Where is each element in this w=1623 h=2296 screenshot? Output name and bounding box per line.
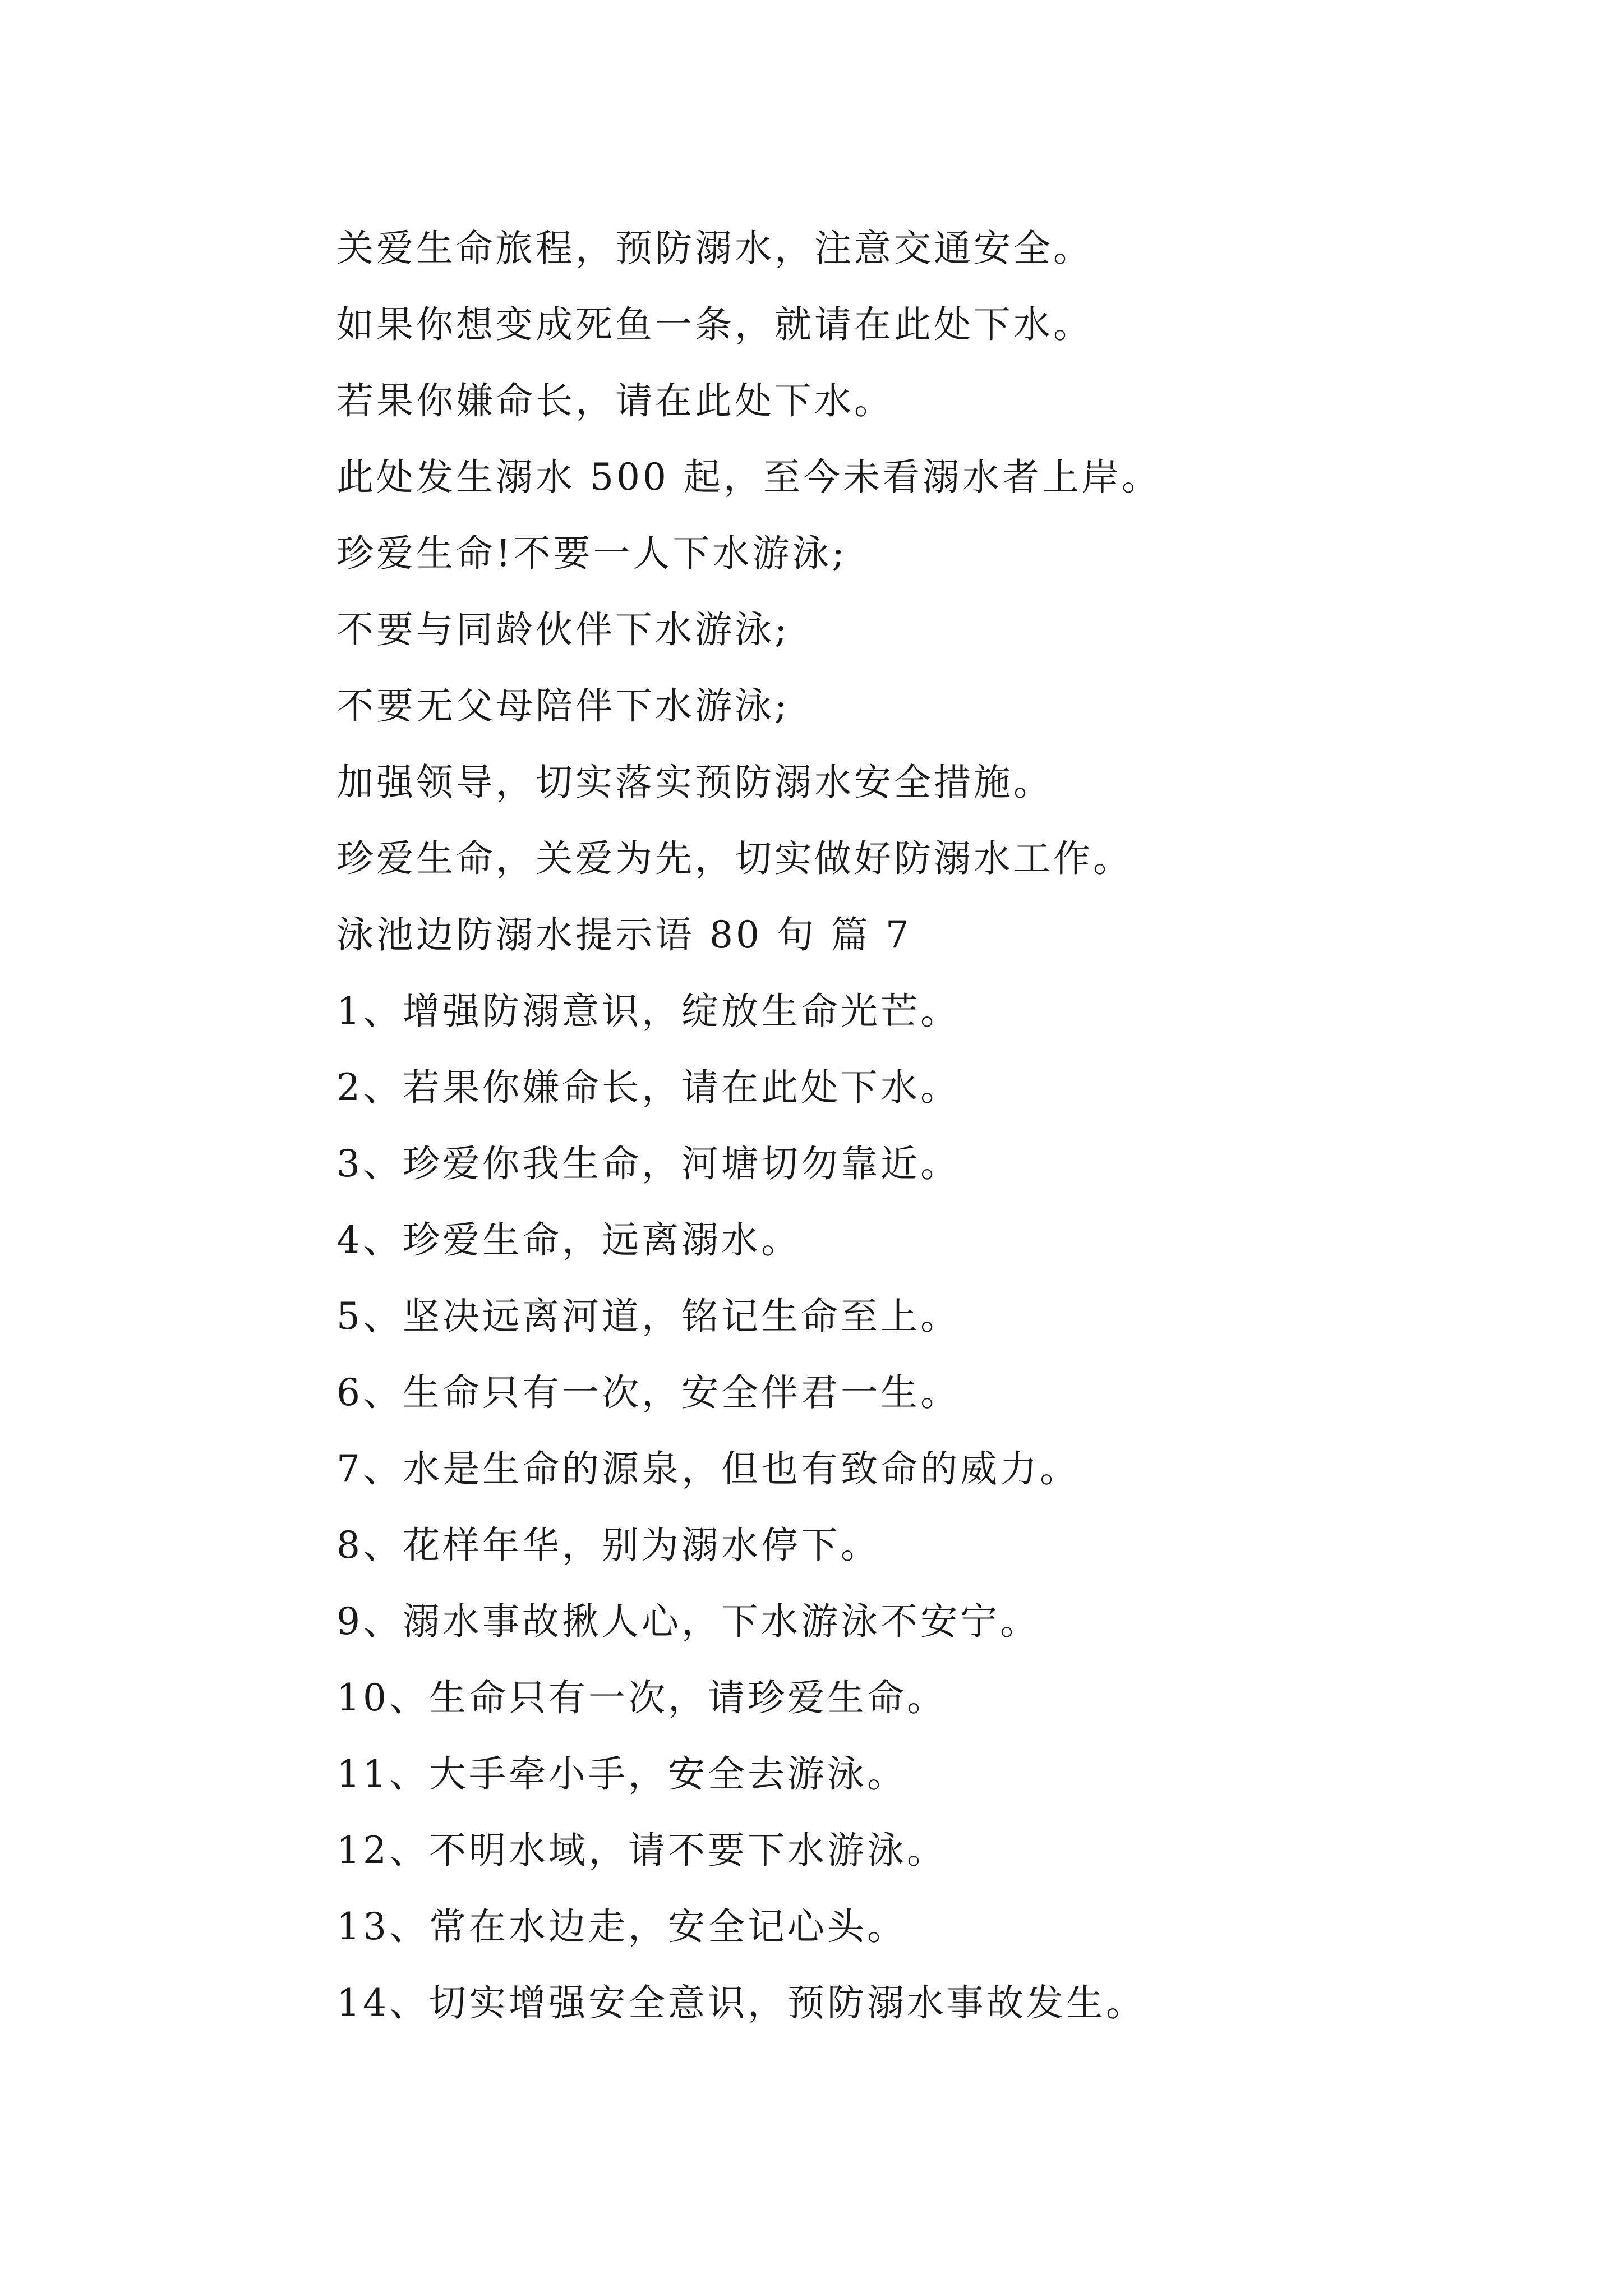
list-item: 14、切实增强安全意识，预防溺水事故发生。 (336, 1981, 1146, 2024)
text-line: 珍爱生命，关爱为先，切实做好防溺水工作。 (336, 837, 1133, 880)
text-line: 此处发生溺水 500 起，至今未看溺水者上岸。 (336, 455, 1161, 499)
list-item: 10、生命只有一次，请珍爱生命。 (336, 1676, 947, 1719)
list-item: 6、生命只有一次，安全伴君一生。 (336, 1371, 960, 1414)
list-item: 2、若果你嫌命长，请在此处下水。 (336, 1066, 960, 1109)
list-item: 8、花样年华，别为溺水停下。 (336, 1524, 880, 1567)
list-item: 4、珍爱生命，远离溺水。 (336, 1218, 801, 1262)
text-line: 不要无父母陪伴下水游泳; (336, 684, 790, 728)
text-line: 不要与同龄伙伴下水游泳; (336, 608, 790, 651)
list-item: 12、不明水域，请不要下水游泳。 (336, 1829, 947, 1872)
list-item: 13、常在水边走，安全记心头。 (336, 1905, 907, 1948)
list-item: 7、水是生命的源泉，但也有致命的威力。 (336, 1447, 1080, 1490)
text-line: 加强领导，切实落实预防溺水安全措施。 (336, 761, 1053, 804)
list-item: 3、珍爱你我生命，河塘切勿靠近。 (336, 1142, 960, 1185)
text-line: 如果你想变成死鱼一条，就请在此处下水。 (336, 303, 1093, 346)
text-line: 若果你嫌命长，请在此处下水。 (336, 379, 894, 422)
list-item: 9、溺水事故揪人心，下水游泳不安宁。 (336, 1600, 1040, 1643)
text-line: 关爱生命旅程，预防溺水，注意交通安全。 (336, 227, 1093, 270)
text-line: 珍爱生命!不要一人下水游泳; (336, 532, 847, 575)
section-heading: 泳池边防溺水提示语 80 句 篇 7 (336, 913, 912, 956)
document-body (336, 210, 1486, 2041)
list-item: 11、大手牵小手，安全去游泳。 (336, 1752, 907, 1796)
list-item: 1、增强防溺意识，绽放生命光芒。 (336, 990, 960, 1033)
list-item: 5、坚决远离河道，铭记生命至上。 (336, 1295, 960, 1338)
